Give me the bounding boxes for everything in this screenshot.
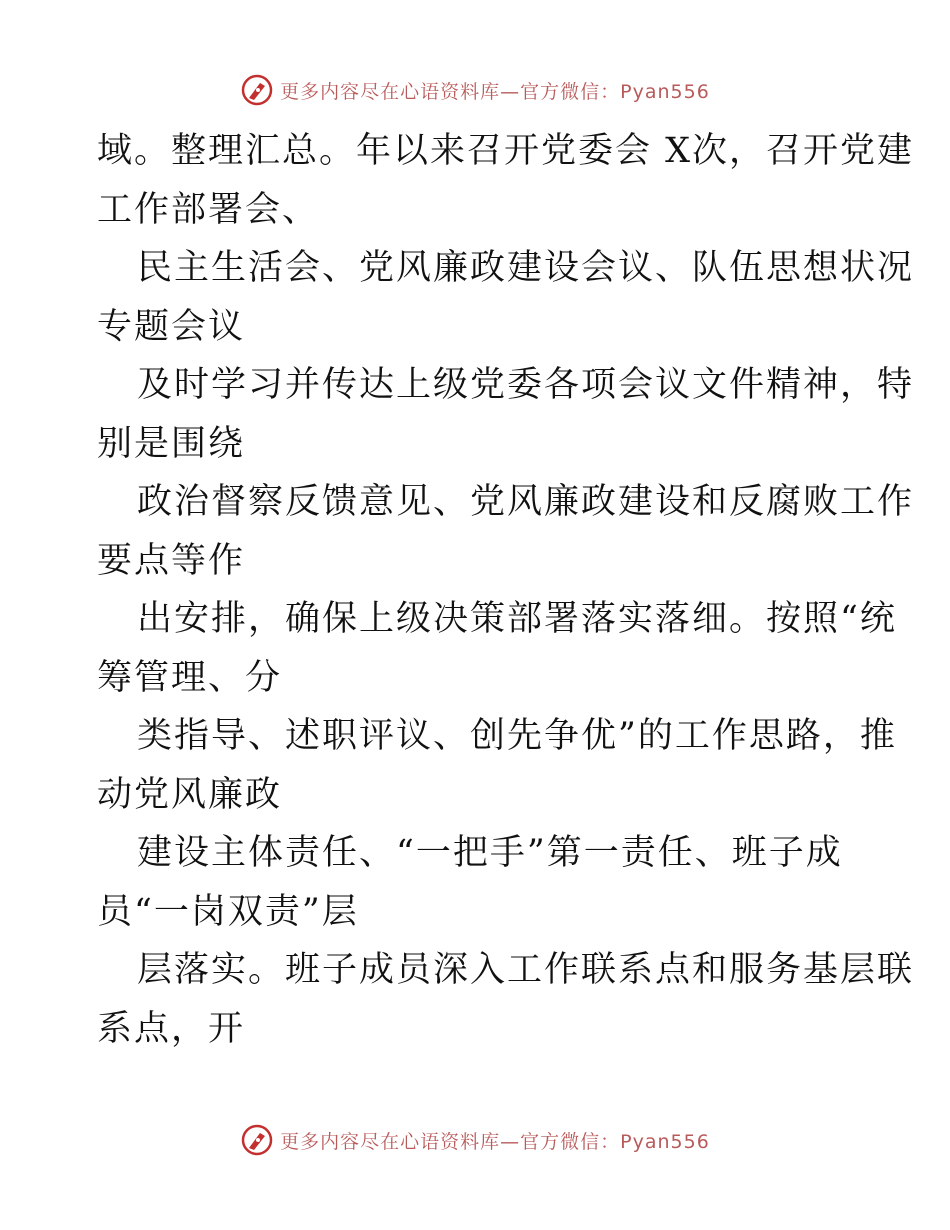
pen-nib-logo-icon <box>240 1123 274 1157</box>
body-line: 及时学习并传达上级党委各项会议文件精神，特 <box>137 365 915 405</box>
footer-banner <box>0 1120 950 1160</box>
body-line: 类指导、述职评议、创先争优”的工作思路，推 <box>137 716 897 756</box>
body-line: 别是围绕 <box>97 423 246 464</box>
body-line: 专题会议 <box>97 306 246 347</box>
body-line: 系点，开 <box>97 1008 246 1049</box>
footer-banner-text: 更多内容尽在心语资料库—官方微信：Pyan556 <box>280 1130 710 1153</box>
pen-nib-logo-icon <box>240 73 274 107</box>
body-line: 出安排，确保上级决策部署落实落细。按照“统 <box>137 599 897 639</box>
body-line: 工作部署会、 <box>97 189 320 230</box>
header-banner-text: 更多内容尽在心语资料库—官方微信：Pyan556 <box>280 80 710 103</box>
body-line: 筹管理、分 <box>97 657 283 698</box>
body-line: 政治督察反馈意见、党风廉政建设和反腐败工作 <box>137 482 915 522</box>
body-line: 层落实。班子成员深入工作联系点和服务基层联 <box>137 950 915 990</box>
body-line: 建设主体责任、“一把手”第一责任、班子成 <box>137 833 843 873</box>
body-line: 动党风廉政 <box>97 774 283 815</box>
body-line: 员“一岗双责”层 <box>97 891 359 932</box>
header-banner <box>0 70 950 110</box>
body-line: 民主生活会、党风廉政建设会议、队伍思想状况 <box>137 248 915 288</box>
document-body <box>97 122 915 1058</box>
body-line: 要点等作 <box>97 540 246 581</box>
body-line: 域。整理汇总。年以来召开党委会 X次，召开党建 <box>97 131 915 171</box>
